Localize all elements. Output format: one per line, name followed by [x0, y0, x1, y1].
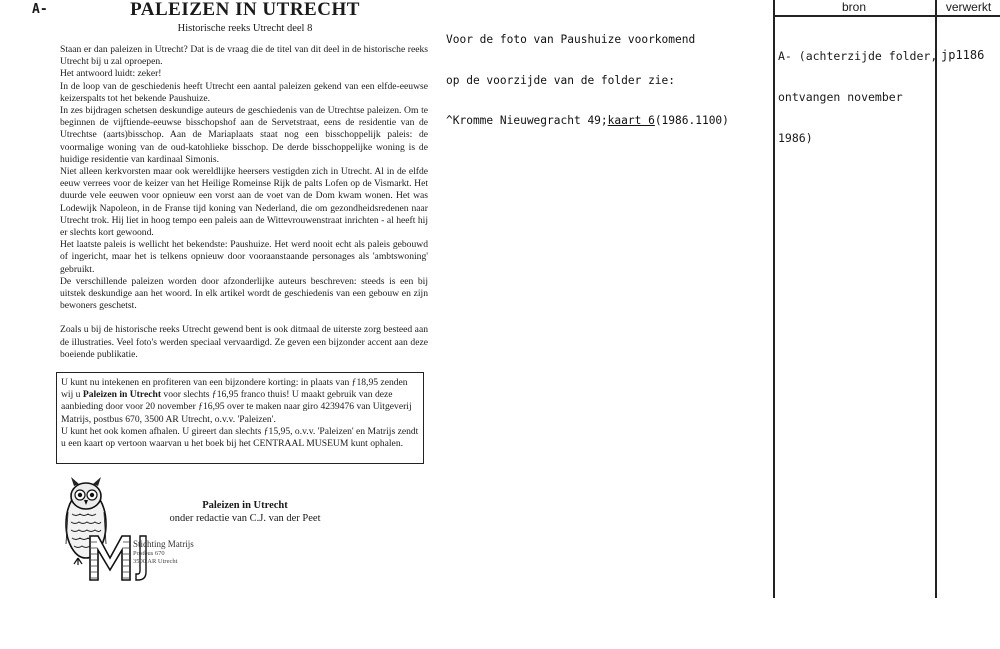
offer-text-part: voor slechts ƒ16,95 franco thuis! U maakt gebruik van deze aanbieding door voor 20 november ƒ16,95 over te maken naar giro 4239476 van Uitgeverij Matrijs, postbus 670, 3500 AR Utrecht, o.v.v. 'Paleizen'. [61, 389, 412, 425]
bron-line: A- (achterzijde folder, [778, 48, 938, 63]
flyer-title: PALEIZEN IN UTRECHT [130, 0, 360, 20]
column-divider-bron [773, 0, 775, 598]
header-bron: bron [841, 0, 867, 14]
owl-logo-icon [50, 474, 156, 582]
offer-pickup-text: U kunt het ook komen afhalen. U gireert dan slechts ƒ15,95, o.v.v. 'Paleizen' en Matrijs zendt u een kaart op vertoon waarvan u het boek bij het CENTRAAL MUSEUM kunt ophalen. [61, 425, 419, 450]
publication-title: Paleizen in Utrecht [202, 500, 288, 511]
verwerkt-entry: jp1186 [941, 48, 985, 62]
publisher-name: Stichting Matrijs [133, 539, 194, 549]
note-line [446, 114, 729, 128]
paragraph: In zes bijdragen schetsen deskundige auteurs de geschiedenis van de Utrechtse paleizen. Om te beginnen de vijftiende-eeuwse bisschopshof aan de Servetstraat, eens de residentie van de Utrechtse (aarts)bisschop. Aan de Mariaplaats staat nog een bisschoppelijk paleis: de voormalige woning van de oud-katohlieke bisschop. De derde bisschoppelijke woning is de huidige residentie van kardinaal Simonis. [60, 105, 428, 165]
bron-line: 1986) [778, 131, 813, 146]
flyer-body [60, 44, 428, 361]
note-kaart: kaart 6 [607, 114, 655, 127]
note-address: ^Kromme Nieuwegracht 49; [446, 114, 608, 127]
header-rule [773, 15, 1000, 17]
note-reference: (1986.1100) [654, 114, 729, 127]
paragraph: Het laatste paleis is wellicht het bekendste: Paushuize. Het werd nooit echt als paleis gebouwd of ingericht, maar het is telkens opnieuw door vooraanstaande personages als 'ambtswoning' gebruikt. [60, 239, 428, 275]
paragraph: Niet alleen kerkvorsten maar ook wereldlijke heersers vestigden zich in Utrecht. Al in de elfde eeuw verrees voor de keizer van het Heilige Romeinse Rijk de palts Lofen op de Vismarkt. Het duurde vele eeuwen voor opnieuw een vorst aan de voet van de Dom kwam wonen. Het was Lodewijk Napoleon, in de Franse tijd koning van Nederland, die om gezondheidsredenen naar Utrecht trok. Hij liet in hoog tempo een paleis aan de Wittevrouwenstraat inrichten - al heeft hij er slechts kort gewoond. [60, 166, 428, 239]
paragraph: De verschillende paleizen worden door afzonderlijke auteurs beschreven: steeds is een bij uitstek deskundige aan het woord. In elk artikel wordt de geschiedenis van een gebouw en zijn bewoners geschetst. [60, 275, 428, 312]
bron-line: ontvangen november [778, 89, 903, 104]
corner-mark: A- [32, 2, 48, 17]
paragraph: Zoals u bij de historische reeks Utrecht gewend bent is ook ditmaal de uiterste zorg besteed aan de illustraties. Veel foto's werden speciaal vervaardigd. Ze geven een bijzonder accent aan deze boeiende publikatie. [60, 324, 428, 360]
offer-box [56, 372, 424, 464]
offer-book-title: Paleizen in Utrecht [82, 389, 162, 401]
publication-editor: onder redactie van C.J. van der Peet [169, 513, 321, 524]
paragraph: In de loop van de geschiedenis heeft Utrecht een aantal paleizen gekend van een elfde-eeuwse keizerspalts tot het bekende Paushuize. [60, 80, 428, 104]
offer-text-part: U kunt nu intekenen en profiteren van een bijzondere korting: in plaats van ƒ18,95 zenden wij u [61, 377, 408, 401]
offer-text [61, 377, 419, 426]
publisher-city: 3500 AR Utrecht [133, 558, 178, 565]
note-line: op de voorzijde van de folder zie: [446, 73, 676, 87]
note-line: Voor de foto van Paushuize voorkomend [446, 33, 696, 46]
typewritten-note [446, 6, 729, 141]
bron-entry [778, 22, 937, 160]
paragraph: Het antwoord luidt: zeker! [60, 68, 162, 80]
header-verwerkt: verwerkt [945, 0, 992, 14]
flyer-subtitle: Historische reeks Utrecht deel 8 [177, 23, 313, 34]
publisher-postbus: Postbus 670 [133, 550, 165, 557]
paragraph: Staan er dan paleizen in Utrecht? Dat is de vraag die de titel van dit deel in de historische reeks Utrecht bij u zal oproepen. [60, 44, 428, 68]
